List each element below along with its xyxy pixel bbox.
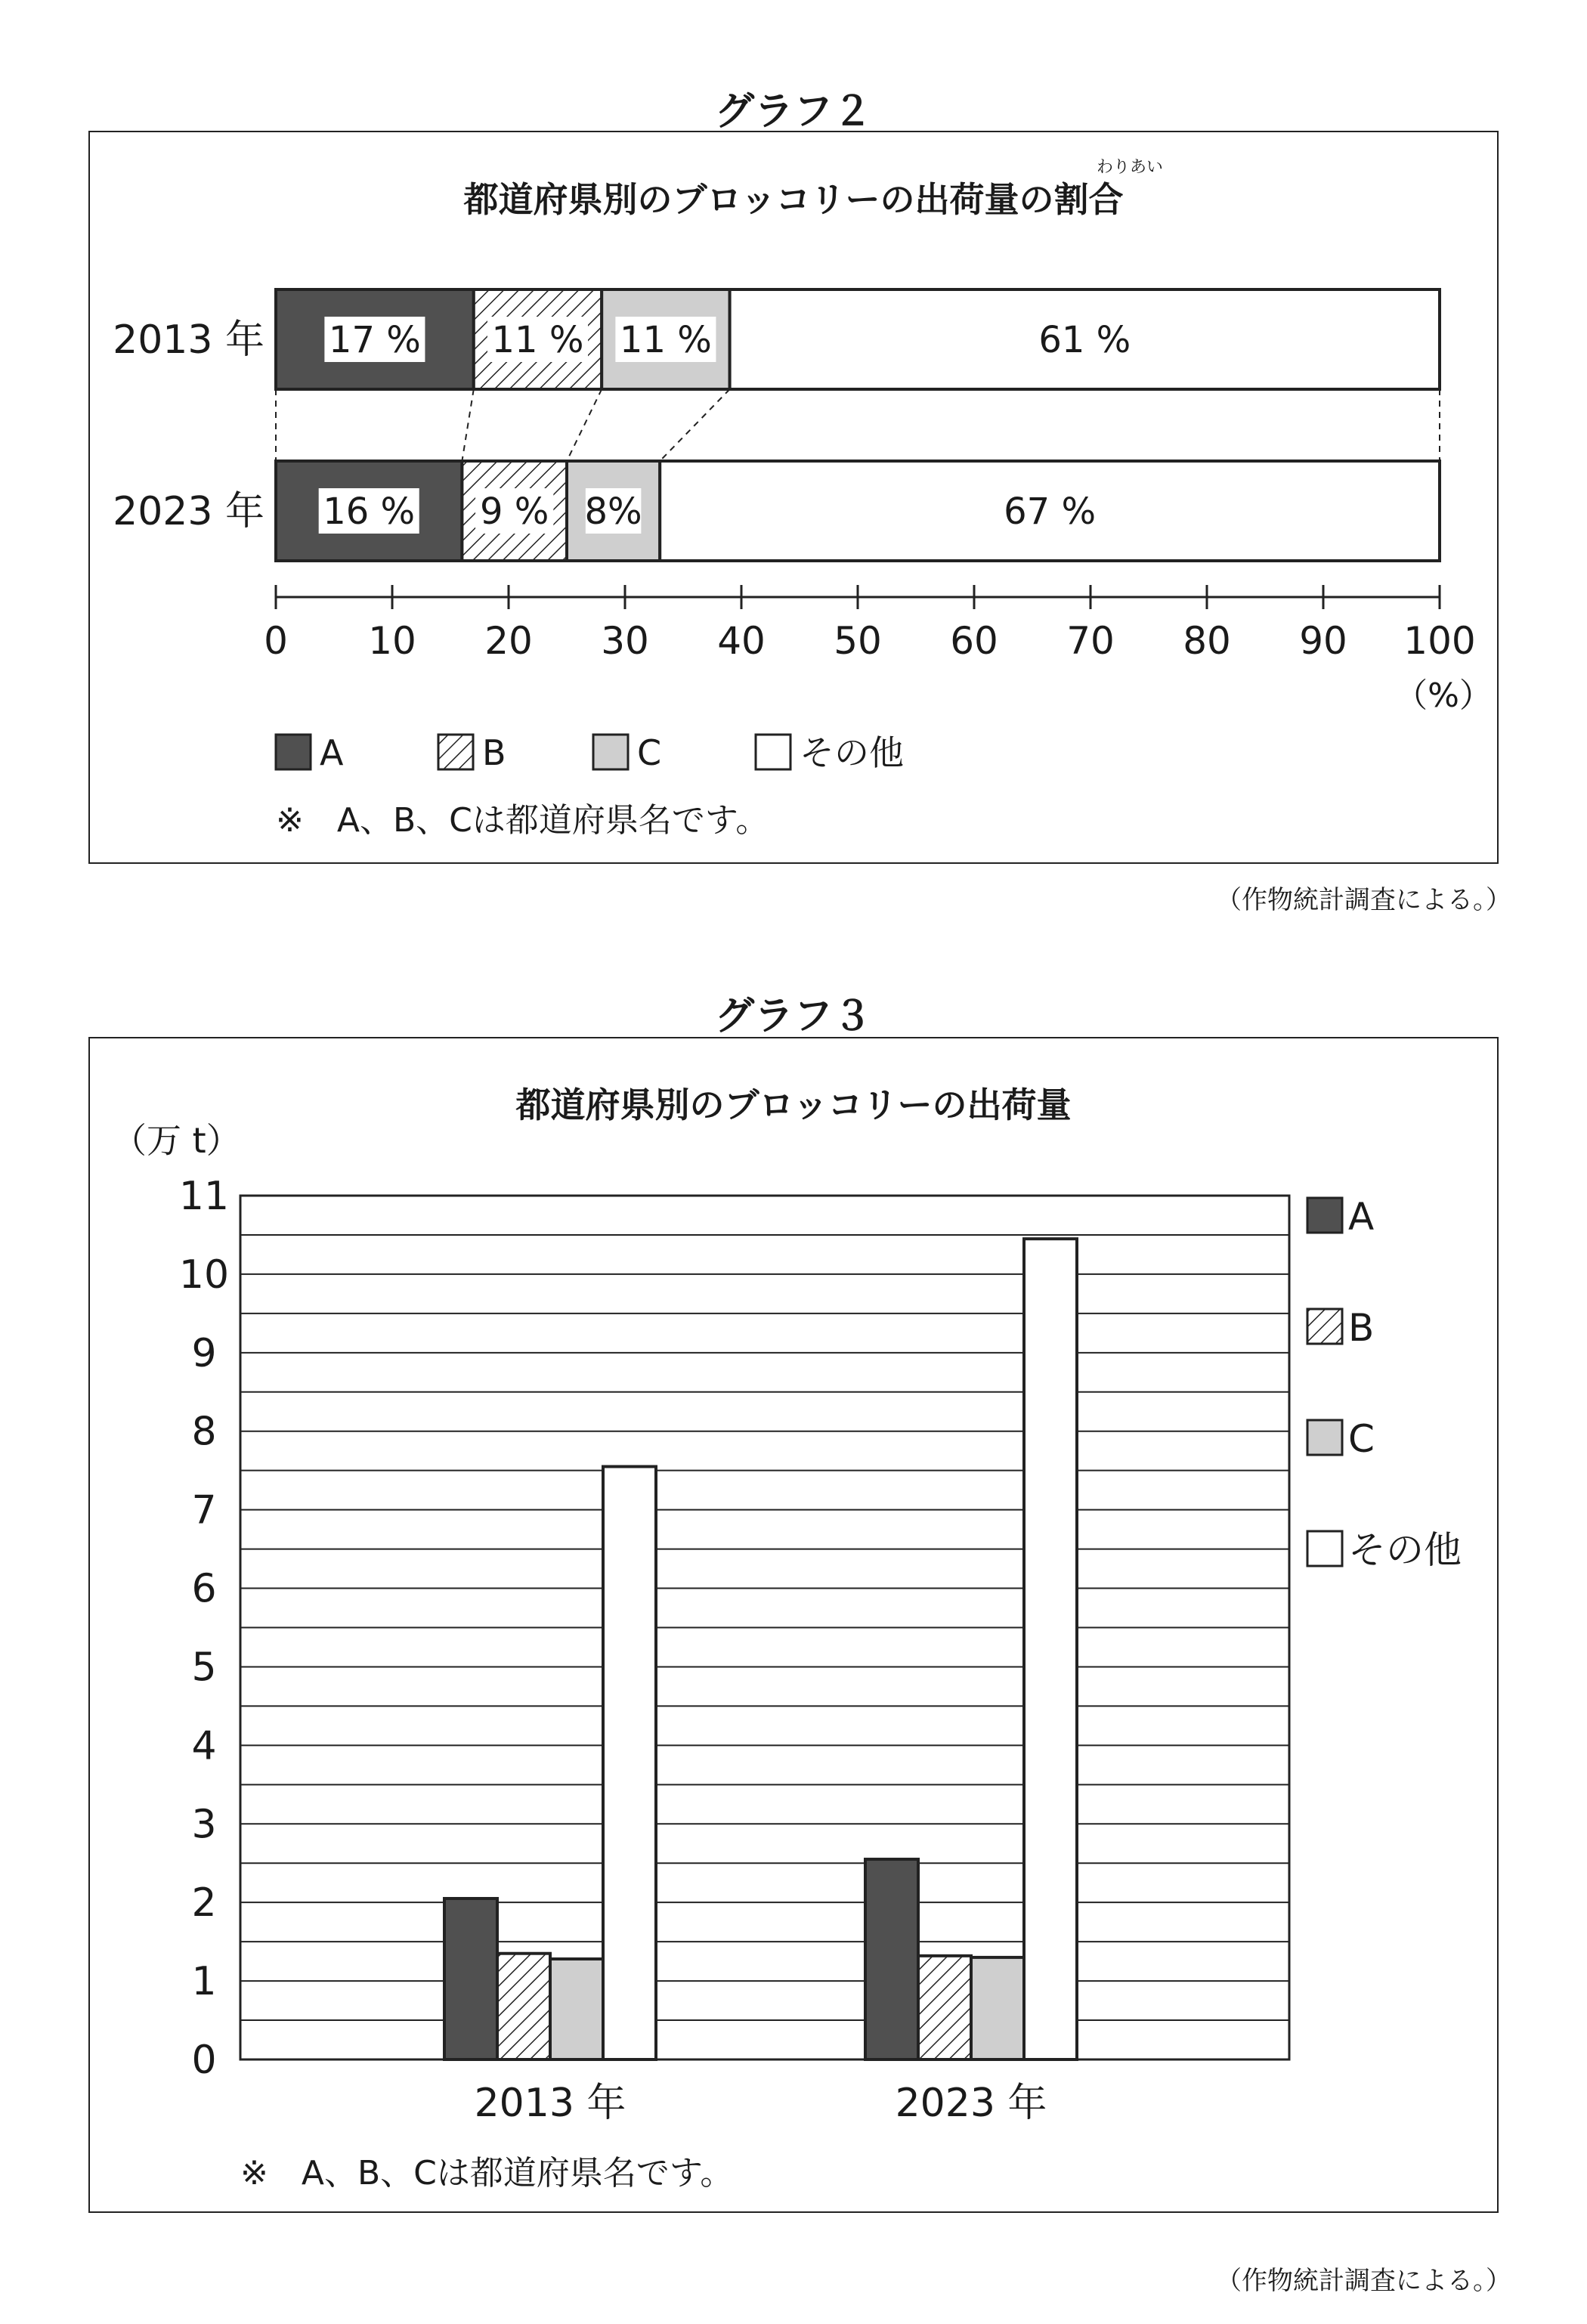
graph2-data-label: 11 % [619,319,712,361]
graph2-data-label: 11 % [491,319,584,361]
graph3-y-tick-label: 4 [191,1723,217,1769]
graph3-bar [865,1859,918,2059]
graph3-y-tick-label: 5 [191,1645,217,1691]
graph2-x-tick-label: 40 [717,619,766,663]
graph3-y-tick-label: 8 [191,1409,217,1455]
graph2-x-tick-label: 60 [950,619,998,663]
graph3-legend-swatch [1307,1309,1342,1344]
graph3-bar [1024,1239,1077,2059]
graph3-category-label: 2013 年 [474,2081,626,2126]
graph2-data-label: 16 % [323,490,416,533]
graph3-y-tick-label: 2 [191,1880,217,1926]
graph2-x-tick-label: 0 [264,619,288,663]
graph2-x-tick-label: 30 [601,619,649,663]
graph2-x-tick-label: 10 [368,619,416,663]
graph2-heading: グラフ２ [714,89,872,135]
graph2-x-tick-label: 100 [1403,619,1476,663]
graph2-x-unit: （%） [1394,676,1493,715]
graph3-legend-label: B [1348,1306,1375,1350]
graph2-title-ruby: わりあい [1096,158,1164,177]
graph3-y-tick-label: 11 [178,1174,230,1219]
graph3-bar [550,1959,603,2059]
graph2-source: （作物統計調査による。） [1216,885,1511,915]
graph2-category-label: 2023 年 [113,489,264,534]
graph2-legend-label: その他 [800,732,904,773]
graph3-y-tick-label: 1 [191,1959,217,2005]
graph3-y-tick-label: 0 [191,2038,217,2083]
graph3-y-tick-label: 7 [191,1487,217,1533]
graph2-x-tick-label: 50 [834,619,882,663]
graph3-legend-swatch [1307,1198,1342,1233]
graph3-y-tick-label: 10 [178,1252,230,1298]
graph2-data-label: 61 % [1038,319,1131,361]
graph2-legend-label: C [637,732,662,773]
graph3-y-unit: （万 t） [112,1120,241,1161]
graph2-category-label: 2013 年 [113,317,264,363]
graph3-source: （作物統計調査による。） [1216,2266,1511,2296]
graph3-legend-swatch [1307,1420,1342,1455]
graph3-heading: グラフ３ [714,994,872,1039]
graph3-note: ※ A、B、Cは都道府県名です。 [240,2154,734,2192]
graph2-legend-label: A [320,732,344,773]
graph3-bar [603,1466,656,2059]
graph3-y-tick-label: 6 [191,1566,217,1612]
graph3-title: 都道府県別のブロッコリーの出荷量 [515,1085,1072,1125]
graph2-x-tick-label: 80 [1183,619,1231,663]
graph2-data-label: 8% [584,490,642,533]
graph2-data-label: 17 % [328,319,421,361]
graph2-x-tick-label: 70 [1066,619,1115,663]
graph2-x-tick-label: 20 [484,619,533,663]
graph3-legend-label: その他 [1348,1528,1462,1572]
graph3-bar [971,1957,1024,2059]
graph2-title: 都道府県別のブロッコリーの出荷量の割合 [463,179,1124,220]
graph2-legend-label: B [482,732,506,773]
graph3-legend-swatch [1307,1531,1342,1566]
graph2-data-label: 67 % [1004,490,1097,533]
graph3-y-tick-label: 3 [191,1802,217,1848]
graph3-category-label: 2023 年 [895,2081,1047,2126]
graph3-y-tick-label: 9 [191,1330,217,1376]
graph3-bar [918,1956,971,2059]
graph3-bar [497,1954,550,2059]
graph2-note: ※ A、B、Cは都道府県名です。 [276,801,769,840]
graph3-legend-label: C [1348,1417,1375,1461]
graph3-legend-label: A [1348,1195,1375,1239]
graph2-data-label: 9 % [479,490,549,533]
graph3-bar [444,1899,497,2059]
graph2-x-tick-label: 90 [1299,619,1347,663]
